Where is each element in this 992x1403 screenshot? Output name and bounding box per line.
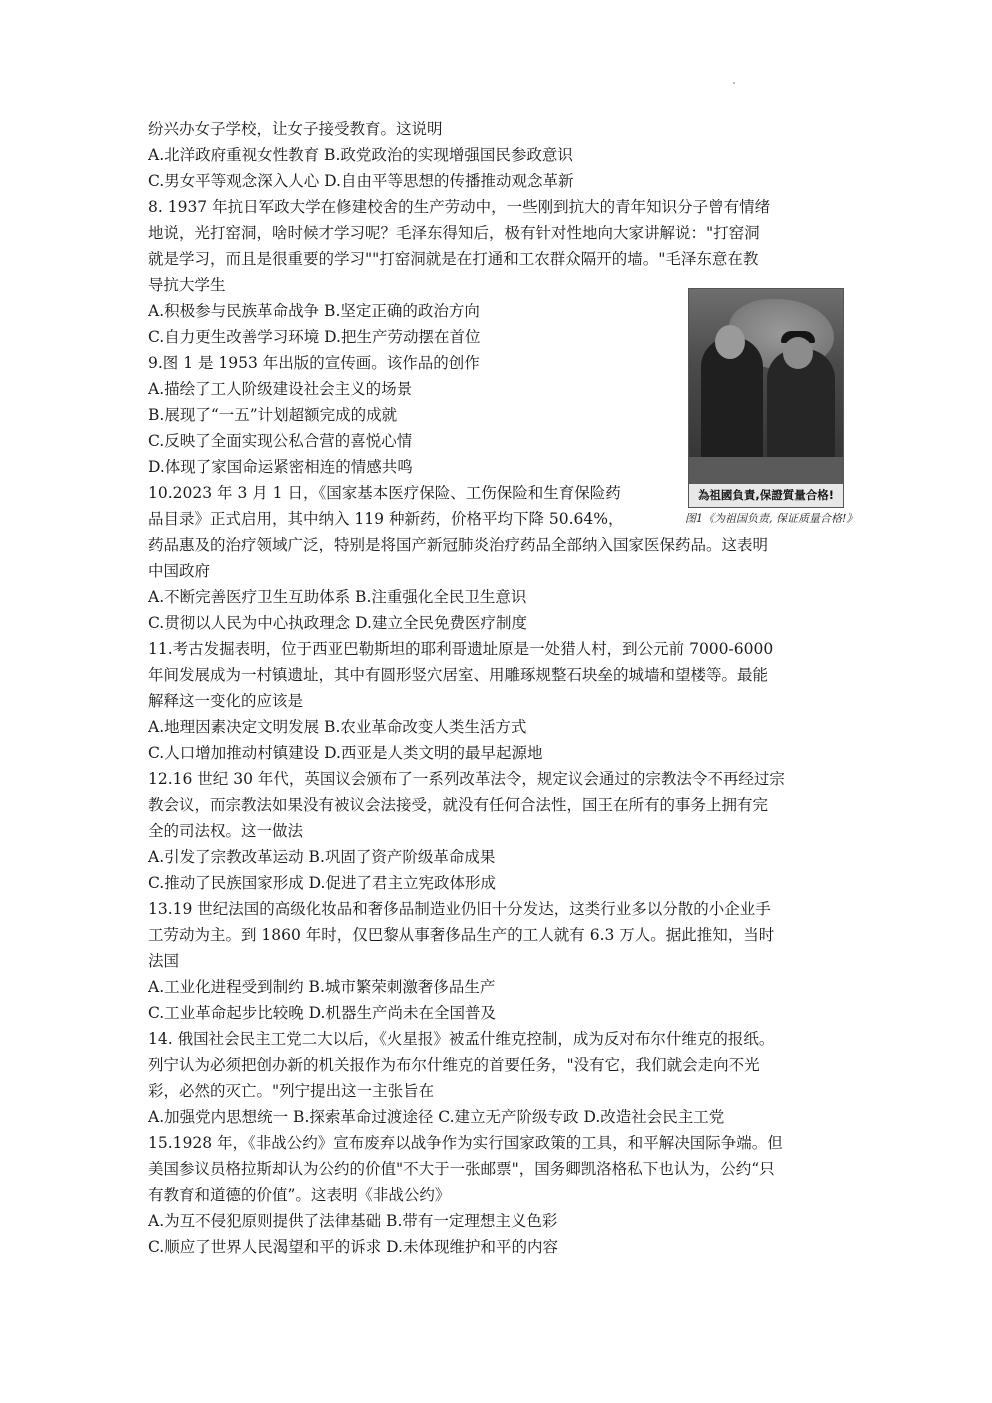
text-line: 导抗大学生 (148, 276, 226, 294)
question-14-line: 14. 俄国社会民主工党二大以后，《火星报》被孟什维克控制，成为反对布尔什维克的报纸。 (148, 1030, 775, 1048)
text-line: 中国政府 (148, 562, 211, 580)
worker-head-left (715, 325, 745, 359)
question-10-line: 10.2023 年 3 月 1 日，《国家基本医疗保险、工伤保险和生育保险药 (148, 484, 621, 502)
text-line: 全的司法权。这一做法 (148, 822, 304, 840)
option-line: C.人口增加推动村镇建设 D.西亚是人类文明的最早起源地 (148, 744, 543, 762)
option-line: A.为互不侵犯原则提供了法律基础 B.带有一定理想主义色彩 (148, 1212, 558, 1230)
text-line: 纷兴办女子学校，让女子接受教育。这说明 (148, 120, 443, 138)
option-line: C.贯彻以人民为中心执政理念 D.建立全民免费医疗制度 (148, 614, 527, 632)
text-line: 年间发展成为一村镇遗址，其中有圆形竖穴居室、用雕琢规整石块垒的城墙和望楼等。最能 (148, 666, 769, 684)
text-line: 彩，必然的灭亡。"列宁提出这一主张旨在 (148, 1082, 435, 1100)
text-line: 教会议，而宗教法如果没有被议会法接受，就没有任何合法性，国王在所有的事务上拥有完 (148, 796, 769, 814)
option-line: A.地理因素决定文明发展 B.农业革命改变人类生活方式 (148, 718, 527, 736)
text-line: 解释这一变化的应该是 (148, 692, 304, 710)
worker-head-right (783, 337, 813, 369)
option-line: C.顺应了世界人民渴望和平的诉求 D.未体现维护和平的内容 (148, 1238, 558, 1256)
text-line: 品目录》正式启用，其中纳入 119 种新药，价格平均下降 50.64%， (148, 510, 624, 528)
propaganda-poster-image (688, 288, 844, 508)
option-line: B.展现了“一五”计划超额完成的成就 (148, 406, 398, 424)
scan-speck (733, 82, 735, 84)
option-line: A.北洋政府重视女性教育 B.政党政治的实现增强国民参政意识 (148, 146, 573, 164)
option-line: A.工业化进程受到制约 B.城市繁荣刺激奢侈品生产 (148, 978, 496, 996)
option-line: C.工业革命起步比较晚 D.机器生产尚未在全国普及 (148, 1004, 496, 1022)
question-12-line: 12.16 世纪 30 年代，英国议会颁布了一系列改革法令，规定议会通过的宗教法令不再经过宗 (148, 770, 785, 788)
text-line: 就是学习，而且是很重要的学习""打窑洞就是在打通和工农群众隔开的墙。"毛泽东意在教 (148, 250, 759, 268)
option-line: A.不断完善医疗卫生互助体系 B.注重强化全民卫生意识 (148, 588, 527, 606)
figure-caption: 图1《为祖国负责, 保证质量合格!》 (685, 512, 858, 525)
question-13-line: 13.19 世纪法国的高级化妆品和奢侈品制造业仍旧十分发达，这类行业多以分散的小企业手 (148, 900, 771, 918)
text-line: 列宁认为必须把创办新的机关报作为布尔什维克的首要任务，"没有它，我们就会走向不光 (148, 1056, 760, 1074)
option-line: A.引发了宗教改革运动 B.巩固了资产阶级革命成果 (148, 848, 496, 866)
figure-1 (685, 288, 858, 528)
text-line: 药品惠及的治疗领域广泛，特别是将国产新冠肺炎治疗药品全部纳入国家医保药品。这表明 (148, 536, 769, 554)
text-line: 有教育和道德的价值”。这表明《非战公约》 (148, 1186, 451, 1204)
option-line: C.男女平等观念深入人心 D.自由平等思想的传播推动观念革新 (148, 172, 574, 190)
option-line: A.加强党内思想统一 B.探索革命过渡途径 C.建立无产阶级专政 D.改造社会民主工党 (148, 1108, 725, 1126)
option-line: C.推动了民族国家形成 D.促进了君主立宪政体形成 (148, 874, 496, 892)
question-11-line: 11.考古发掘表明，位于西亚巴勒斯坦的耶利哥遗址原是一处猎人村，到公元前 7000-6000 (148, 640, 774, 658)
option-line: D.体现了家国命运紧密相连的情感共鸣 (148, 458, 413, 476)
poster-slogan: 為祖國負責,保證質量合格! (689, 484, 843, 507)
text-line: 法国 (148, 952, 180, 970)
workbench-shape (689, 457, 843, 487)
question-15-line: 15.1928 年，《非战公约》宣布废弃以战争作为实行国家政策的工具，和平解决国际争端。但 (148, 1134, 783, 1152)
question-8-line: 8. 1937 年抗日军政大学在修建校舍的生产劳动中，一些刚到抗大的青年知识分子曾有情绪 (148, 198, 771, 216)
question-9-line: 9.图 1 是 1953 年出版的宣传画。该作品的创作 (148, 354, 480, 372)
option-line: C.自力更生改善学习环境 D.把生产劳动摆在首位 (148, 328, 481, 346)
text-line: 地说，光打窑洞，啥时候才学习呢？毛泽东得知后，极有针对性地向大家讲解说："打窑洞 (148, 224, 760, 242)
option-line: A.描绘了工人阶级建设社会主义的场景 (148, 380, 413, 398)
option-line: A.积极参与民族革命战争 B.坚定正确的政治方向 (148, 302, 480, 320)
text-line: 工劳动为主。到 1860 年时，仅巴黎从事奢侈品生产的工人就有 6.3 万人。据此推知，当时 (148, 926, 775, 944)
option-line: C.反映了全面实现公私合营的喜悦心情 (148, 432, 413, 450)
text-line: 美国参议员格拉斯却认为公约的价值"不大于一张邮票"，国务卿凯洛格私下也认为，公约“只 (148, 1160, 775, 1178)
